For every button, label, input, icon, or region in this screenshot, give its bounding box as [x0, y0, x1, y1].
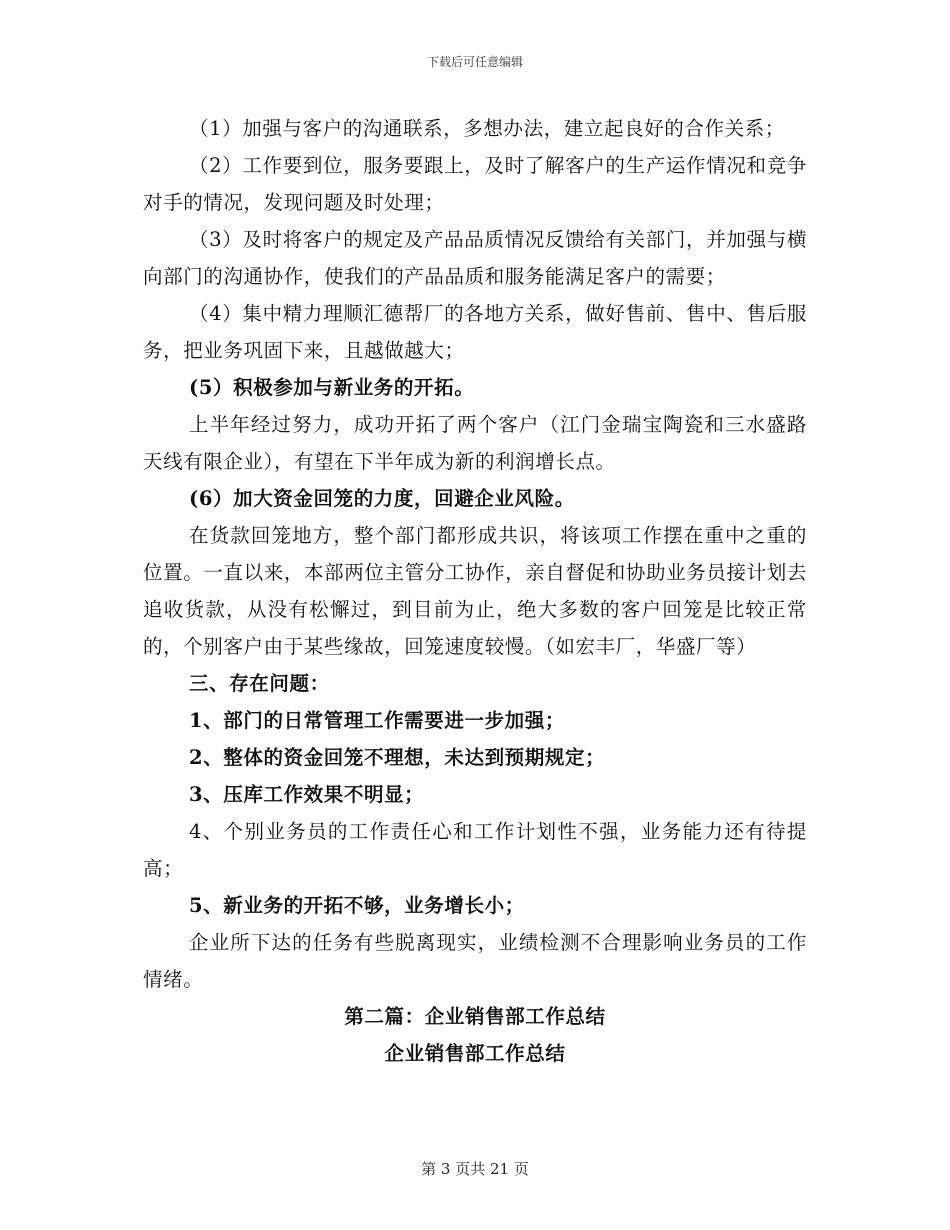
paragraph-7: 企业所下达的任务有些脱离现实，业绩检测不合理影响业务员的工作情绪。: [143, 931, 807, 991]
problem-3: 3、压库工作效果不明显；: [189, 783, 425, 806]
page-footer: 第 3 页共 21 页: [421, 1160, 529, 1178]
paragraph-1: （1）加强与客户的沟通联系，多想办法，建立起良好的合作关系；: [189, 117, 785, 140]
heading-6: (6）加大资金回笼的力度，回避企业风险。: [189, 487, 575, 510]
paragraph-5: 上半年经过努力，成功开拓了两个客户（江门金瑞宝陶瓷和三水盛路天线有限企业），有望在下半年成为新的利润增长点。: [143, 413, 807, 473]
problem-4: 4、个别业务员的工作责任心和工作计划性不强，业务能力还有待提高；: [143, 820, 807, 880]
paragraph-3: （3）及时将客户的规定及产品品质情况反馈给有关部门，并加强与横向部门的沟通协作，使我们的产品品质和服务能满足客户的需要；: [143, 228, 807, 288]
paragraph-4: （4）集中精力理顺汇德帮厂的各地方关系，做好售前、售中、售后服务，把业务巩固下来，且越做越大；: [143, 302, 807, 362]
problem-2: 2、整体的资金回笼不理想，未达到预期规定；: [189, 746, 606, 769]
heading-5: (5）积极参加与新业务的开拓。: [189, 376, 475, 399]
problem-1: 1、部门的日常管理工作需要进一步加强；: [189, 709, 565, 732]
document-body: [143, 110, 807, 1072]
page-header: 下载后可任意编辑: [426, 55, 523, 69]
problem-5: 5、新业务的开拓不够，业务增长小；: [189, 894, 525, 917]
chapter-title: 第二篇：企业销售部工作总结: [344, 1005, 606, 1028]
chapter-subtitle: 企业销售部工作总结: [384, 1042, 566, 1065]
section-heading-problems: 三、存在问题：: [189, 672, 330, 695]
paragraph-6: 在货款回笼地方，整个部门都形成共识，将该项工作摆在重中之重的位置。一直以来，本部两位主管分工协作，亲自督促和协助业务员接计划去追收货款，从没有松懈过，到目前为止，绝大多数的客户回笼是比较正常的，个别客户由于某些缘故，回笼速度较慢。（如宏丰厂，华盛厂等）: [143, 524, 807, 658]
paragraph-2: （2）工作要到位，服务要跟上，及时了解客户的生产运作情况和竞争对手的情况，发现问题及时处理；: [143, 154, 807, 214]
